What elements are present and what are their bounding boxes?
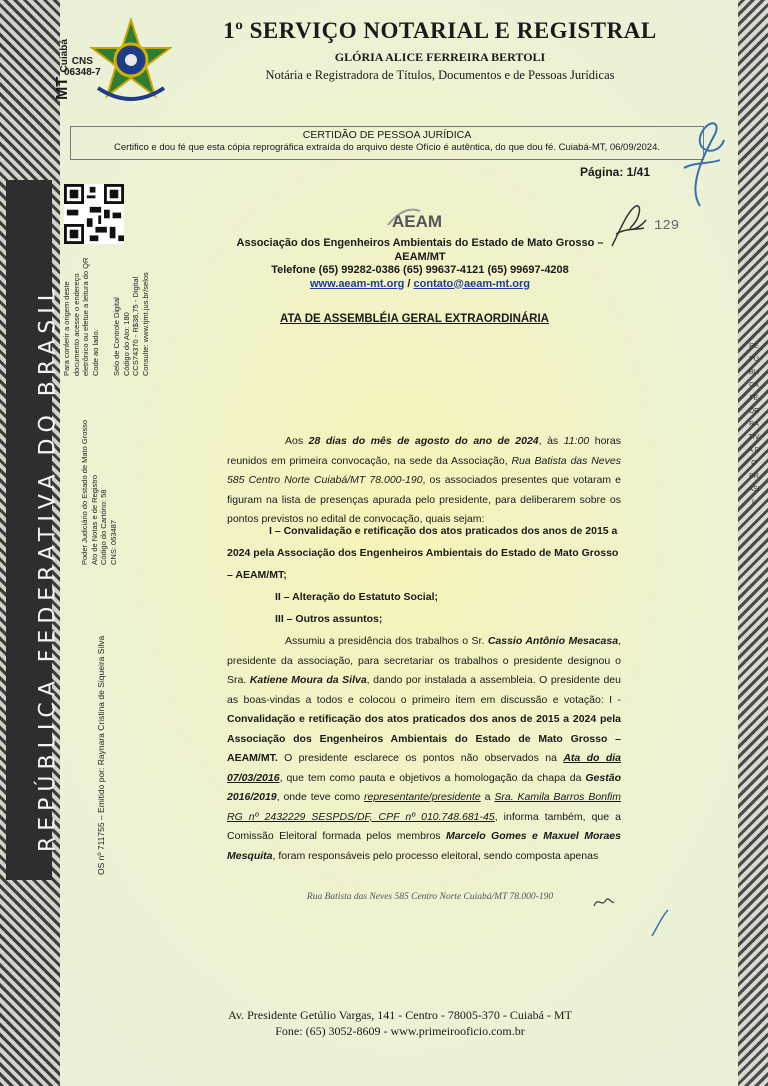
brazil-coat-of-arms-icon [88, 18, 174, 104]
cns-number: 06348-7 [64, 67, 101, 78]
representative-role: representante/presidente [364, 791, 481, 803]
p1-part-e: horas reunidos em primeira convocação, na sede da Associação, [227, 435, 622, 467]
management-term: Gestão 2016/2019 [227, 771, 621, 803]
right-security-border [738, 0, 768, 1086]
notary-office-title: 1º SERVIÇO NOTARIAL E REGISTRAL [223, 18, 657, 43]
seal-line-1: Selo de Controle Digital [112, 297, 121, 376]
corner-mark-icon [648, 906, 672, 940]
organization-name: Associação dos Engenheiros Ambientais do Estado de Mato Grosso – [236, 237, 604, 249]
website-link[interactable]: www.aeam-mt.org [310, 277, 405, 290]
organization-acronym: AEAM/MT [394, 250, 446, 263]
state-label: MT [54, 76, 71, 100]
p2-part-m: a [480, 791, 495, 803]
notary-signature-icon [670, 118, 730, 210]
document-number: 129 [654, 218, 680, 234]
p1-part-c: , às [538, 435, 564, 447]
page-number: Página: 1/41 [580, 165, 651, 179]
agenda-item-3: III – Outros assuntos; [275, 613, 383, 625]
president-name: Cassio Antônio Mesacasa [487, 635, 619, 647]
presidency-paragraph [227, 632, 621, 866]
commission-members: Marcelo Gomes e Maxuel Moraes Mesquita [227, 830, 621, 862]
certificate-box [70, 126, 704, 160]
notary-name: GLÓRIA ALICE FERREIRA BERTOLI [334, 50, 546, 64]
agenda-list [227, 520, 621, 630]
agenda-item-1: I – Convalidação e retificação dos atos praticados dos anos de 2015 a 2024 pela Associação dos Engenheiros Ambientais do Estado de Mato Grosso – AEAM/MT; [227, 525, 619, 581]
court-line-2: Ato de Notas e de Registro [89, 474, 99, 565]
certificate-text: Certifico e dou fé que esta cópia reprográfica extraída do arquivo deste Ofício é autêntica, do que dou fé. Cuiabá-MT, 06/09/2024. [113, 142, 661, 153]
court-info [80, 420, 118, 565]
page-footer-address: Rua Batista das Neves 585 Centro Norte Cuiabá/MT 78.000-190 [306, 892, 554, 902]
p2-part-i: , que tem como pauta e objetivos a homologação da chapa da [279, 771, 586, 784]
notary-subtitle: Notária e Registradora de Títulos, Documentos e de Pessoas Jurídicas [265, 68, 615, 82]
court-line-3: Código do Cartório: 58 [99, 489, 108, 565]
aeam-logo-icon [384, 203, 454, 235]
state-city-vertical [54, 39, 72, 100]
organization-block [200, 237, 640, 291]
meeting-address: Rua Batista das Neves 585 Centro Norte Cuiabá/MT 78.000-190 [227, 454, 621, 486]
p2-part-g: O presidente esclarece os pontos não observados na [277, 752, 564, 764]
p2-part-c: , presidente da associação, para secretariar os trabalhos o presidente designou o Sra. [227, 635, 621, 686]
city-label: Cuiabá [59, 39, 70, 73]
court-line-4: CNS: 063487 [108, 519, 118, 565]
p1-part-g: , os associados presentes que votaram e figuram na lista de presenças apurada pelo presidente, para deliberarem sobre os pontos previstos no edital de convocação, quais sejam: [227, 474, 621, 525]
email-link[interactable]: contato@aeam-mt.org [413, 277, 530, 290]
seal-line-2: Código do Ato: 180 [121, 312, 131, 376]
republic-vertical-title: REPÚBLICA FEDERATIVA DO BRASIL [35, 282, 61, 853]
p2-part-q: , foram responsáveis pelo processo eleitoral, sendo composta apenas [272, 849, 599, 862]
p2-part-a: Assumiu a presidência dos trabalhos o Sr. [285, 635, 488, 647]
right-strip-text: REPÚBLICA FEDERATIVA DO BRASIL [748, 343, 760, 506]
qr-code-icon[interactable] [64, 184, 124, 244]
issuance-info: OS nº 711755 – Emitido por: Raynara Cristina de Siqueira Silva [96, 635, 106, 875]
digital-seal-info [112, 272, 150, 376]
links-separator: / [404, 277, 414, 290]
p1-part-a: Aos [285, 435, 309, 447]
ata-reference: Ata do dia 07/03/2016 [227, 752, 621, 784]
organization-phones: Telefone (65) 99282-0386 (65) 99637-4121 (65) 99697-4208 [271, 264, 569, 276]
ata-title: ATA DE ASSEMBLÉIA GERAL EXTRAORDINÁRIA [280, 313, 549, 325]
agenda-item-1-ref: Convalidação e retificação dos atos praticados dos anos de 2015 a 2024 pela Associação dos Engenheiros Ambientais do Estado de Mato Grosso – AEAM/MT. [227, 713, 621, 764]
p2-part-o: , informa também, que a Comissão Eleitoral formada pelos membros [227, 810, 621, 842]
initials-signature-icon [592, 894, 616, 910]
agenda-item-2: II – Alteração do Estatuto Social; [275, 591, 438, 603]
representative-details: Sra. Kamila Barros Bonfim RG nº 2432229 SESPDS/DF, CPF nº 010.748.681-45 [227, 791, 621, 823]
qr-instructions [62, 256, 100, 376]
office-contact: Fone: (65) 3052-8609 - www.primeirooficio.com.br [275, 1024, 525, 1038]
meeting-date: 28 dias do mês de agosto do ano de 2024 [308, 435, 539, 447]
seal-line-3: CCS74370 - R$38,75 - Digital [131, 276, 140, 376]
p2-part-e: , dando por instalada a assembleia. O presidente deu as boas-vindas a todos e colocou o primeiro item em discussão e votação: I - [227, 674, 621, 706]
certificate-title: CERTIDÃO DE PESSOA JURÍDICA [302, 129, 472, 141]
meeting-time: 11:00 [563, 435, 590, 447]
seal-line-4: Consulte: www.tjmt.jus.br/selos [140, 272, 150, 376]
cns-label: CNS [71, 56, 93, 67]
organization-links [200, 278, 640, 292]
aeam-logo-text: AEAM [392, 212, 443, 231]
office-address: Av. Presidente Getúlio Vargas, 141 - Centro - 78005-370 - Cuiabá - MT [228, 1008, 572, 1022]
court-line-1: Poder Judiciário do Estado de Mato Grosso [80, 419, 89, 565]
secretary-name: Katiene Moura da Silva [249, 674, 367, 686]
p2-part-k: , onde teve como [276, 791, 364, 803]
opening-paragraph [227, 432, 621, 530]
qr-note: Para conferir a origem deste documento acesse o endereço eletrônico ou efetue a leitura do QR Code ao lado. [62, 257, 100, 376]
